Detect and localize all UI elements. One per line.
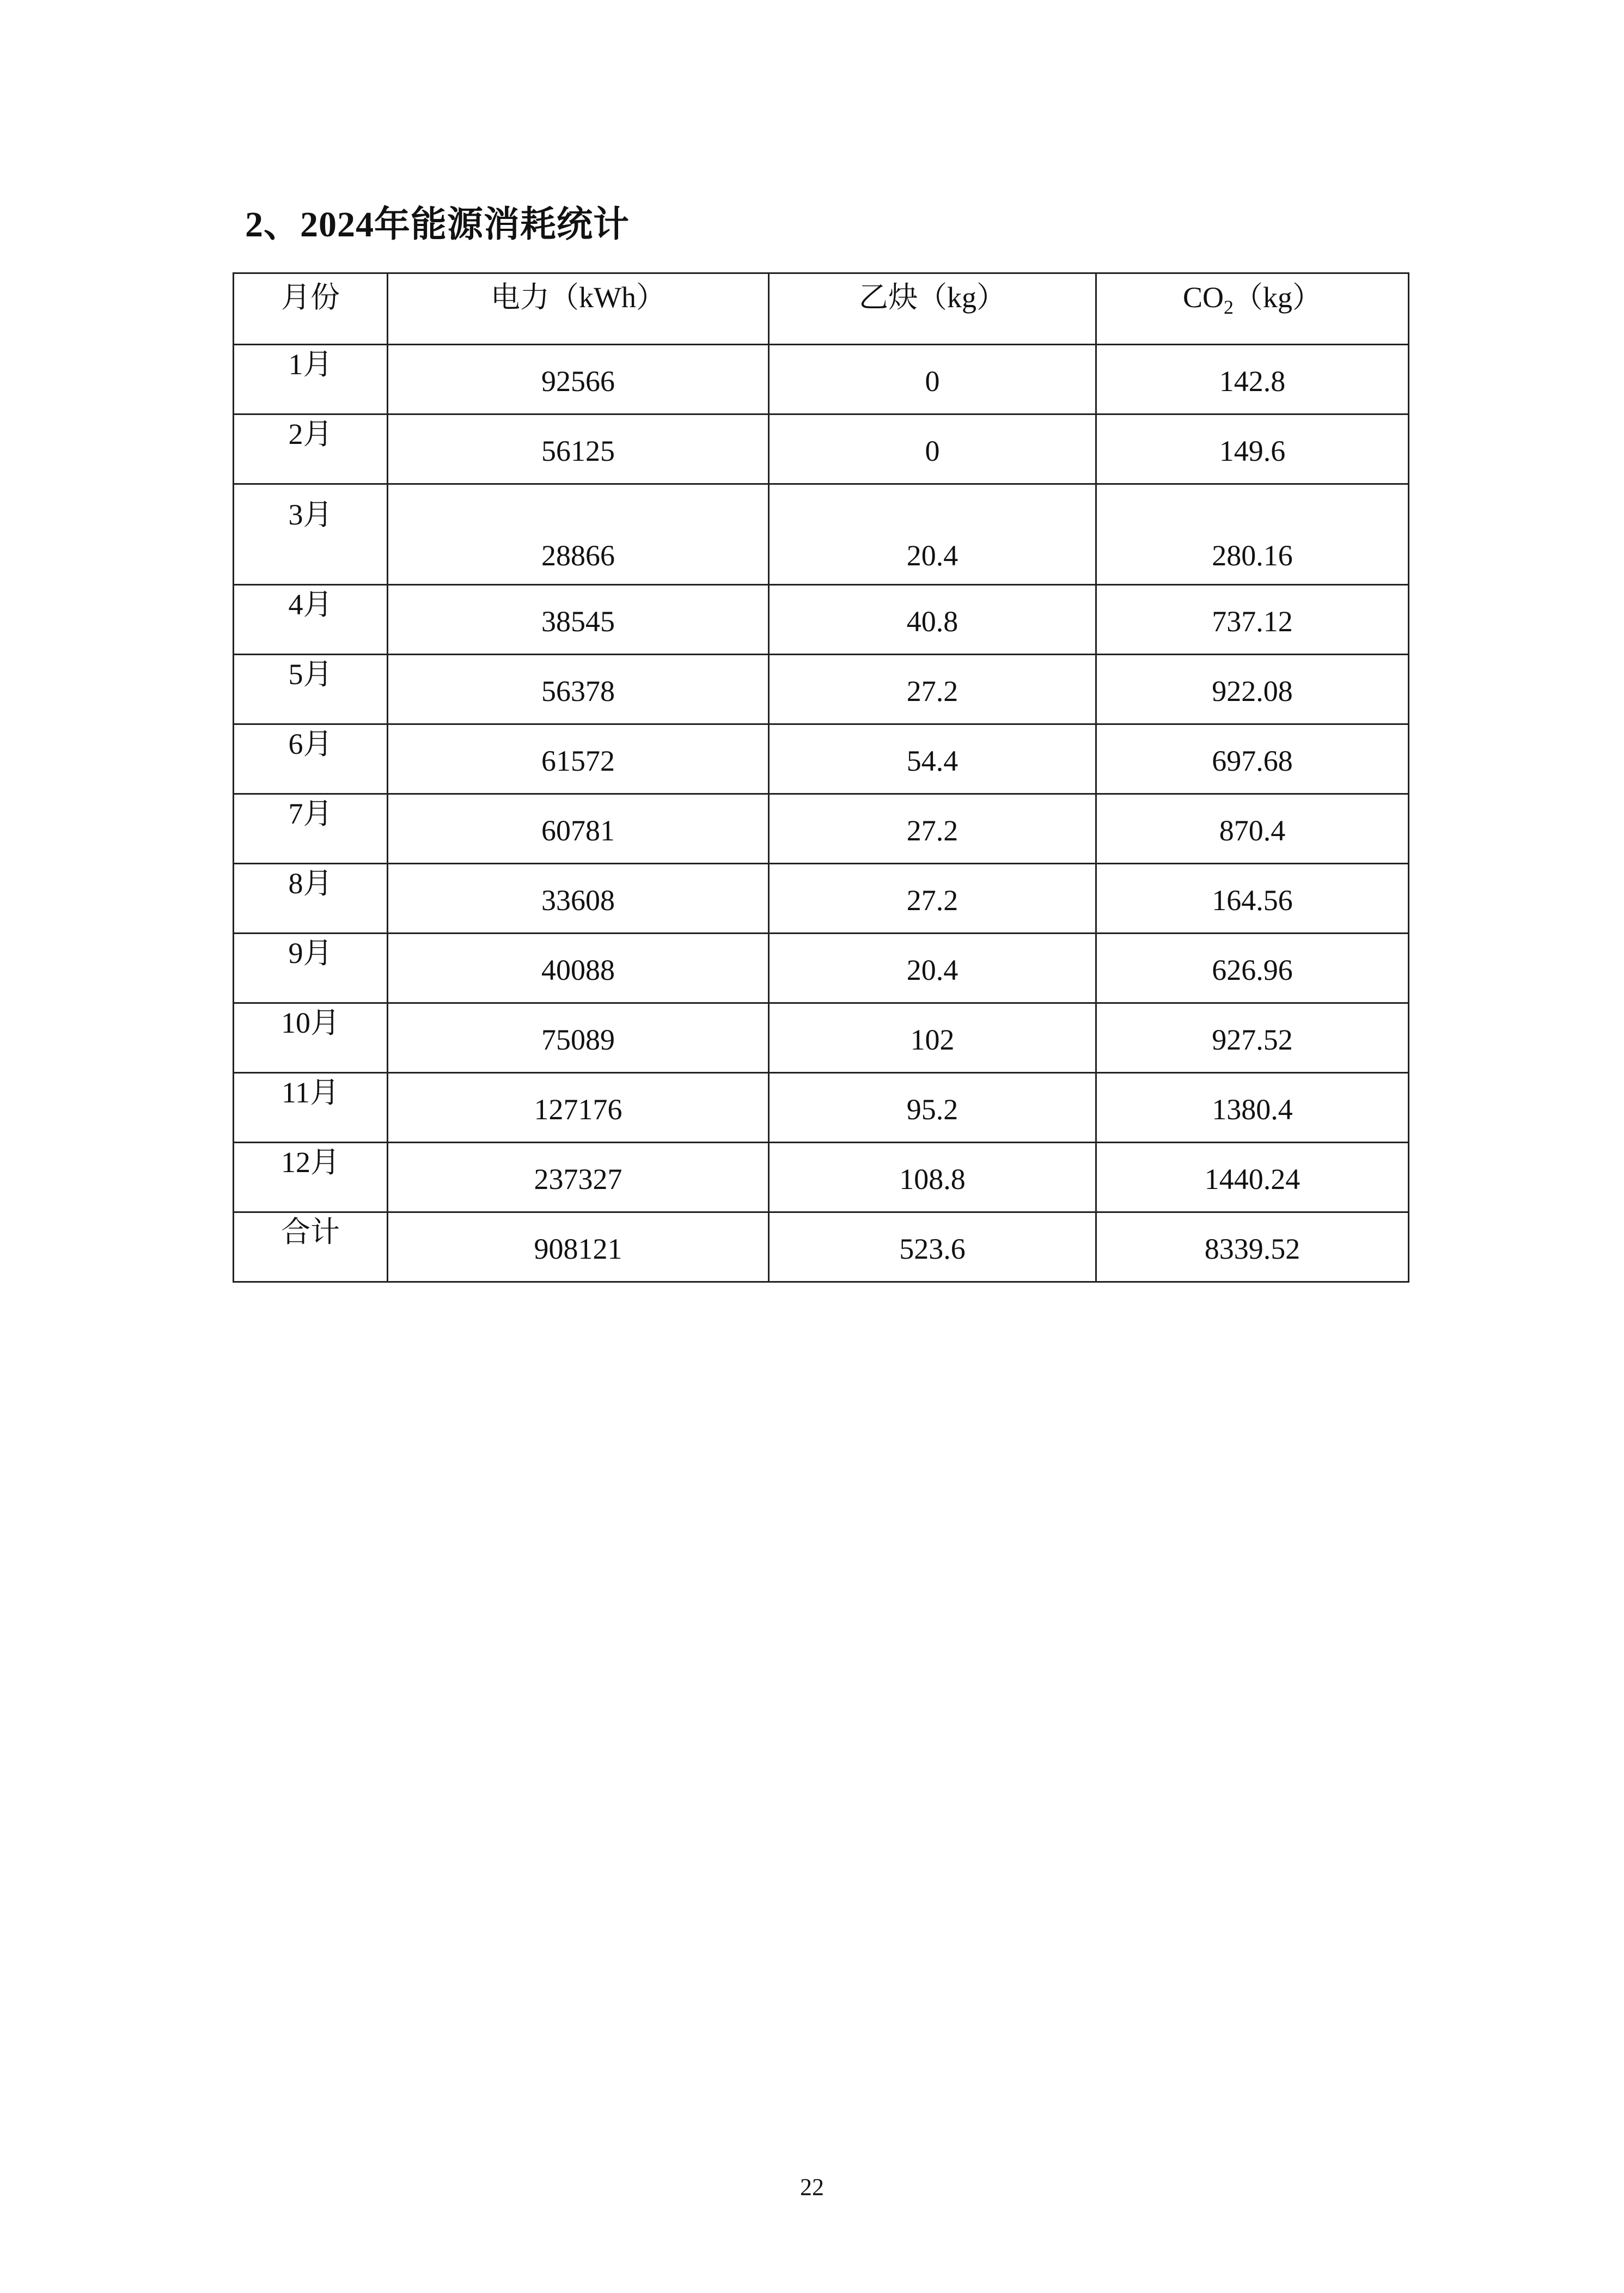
- acetylene-cell: 0: [769, 345, 1096, 414]
- acetylene-cell: 102: [769, 1003, 1096, 1073]
- acetylene-cell: 20.4: [769, 934, 1096, 1003]
- header-co2: [1096, 273, 1409, 345]
- month-cell: 8月: [234, 864, 388, 934]
- co2-cell: 280.16: [1096, 484, 1409, 585]
- month-cell: 4月: [234, 585, 388, 655]
- header-power: 电力（kWh）: [388, 273, 769, 345]
- table-row: [234, 345, 1409, 414]
- month-cell: 9月: [234, 934, 388, 1003]
- table-row: [234, 794, 1409, 864]
- section-title: 2、2024年能源消耗统计: [245, 205, 630, 245]
- power-cell: 38545: [388, 585, 769, 655]
- power-cell: 28866: [388, 484, 769, 585]
- co2-cell: 697.68: [1096, 724, 1409, 794]
- power-cell: 60781: [388, 794, 769, 864]
- table-row: [234, 864, 1409, 934]
- acetylene-cell: 40.8: [769, 585, 1096, 655]
- acetylene-cell: 27.2: [769, 655, 1096, 724]
- co2-cell: 626.96: [1096, 934, 1409, 1003]
- acetylene-cell: 95.2: [769, 1073, 1096, 1143]
- month-cell: 1月: [234, 345, 388, 414]
- total-co2-cell: 8339.52: [1096, 1212, 1409, 1282]
- power-cell: 56125: [388, 414, 769, 484]
- co2-cell: 927.52: [1096, 1003, 1409, 1073]
- header-co2-subscript: 2: [1224, 296, 1234, 318]
- acetylene-cell: 0: [769, 414, 1096, 484]
- table-row: [234, 724, 1409, 794]
- co2-cell: 142.8: [1096, 345, 1409, 414]
- co2-cell: 922.08: [1096, 655, 1409, 724]
- total-acetylene-cell: 523.6: [769, 1212, 1096, 1282]
- co2-cell: 149.6: [1096, 414, 1409, 484]
- table-row: [234, 1143, 1409, 1212]
- co2-cell: 1440.24: [1096, 1143, 1409, 1212]
- month-cell: 12月: [234, 1143, 388, 1212]
- co2-cell: 737.12: [1096, 585, 1409, 655]
- power-cell: 61572: [388, 724, 769, 794]
- power-cell: 92566: [388, 345, 769, 414]
- acetylene-cell: 20.4: [769, 484, 1096, 585]
- total-label-cell: 合计: [234, 1212, 388, 1282]
- table-row: [234, 934, 1409, 1003]
- total-row: [234, 1212, 1409, 1282]
- table-row: [234, 585, 1409, 655]
- table-row: [234, 1003, 1409, 1073]
- total-power-cell: 908121: [388, 1212, 769, 1282]
- power-cell: 237327: [388, 1143, 769, 1212]
- power-cell: 127176: [388, 1073, 769, 1143]
- month-cell: 2月: [234, 414, 388, 484]
- power-cell: 75089: [388, 1003, 769, 1073]
- acetylene-cell: 108.8: [769, 1143, 1096, 1212]
- page-number: 22: [800, 2174, 824, 2200]
- acetylene-cell: 54.4: [769, 724, 1096, 794]
- header-acetylene: 乙炔（kg）: [769, 273, 1096, 345]
- power-cell: 40088: [388, 934, 769, 1003]
- table-header-row: [234, 273, 1409, 345]
- month-cell: 3月: [234, 484, 388, 585]
- header-co2-prefix: CO: [1182, 281, 1224, 314]
- table-row: [234, 484, 1409, 585]
- energy-consumption-table: [233, 272, 1409, 1283]
- header-month: 月份: [234, 273, 388, 345]
- acetylene-cell: 27.2: [769, 794, 1096, 864]
- table-row: [234, 414, 1409, 484]
- table-row: [234, 1073, 1409, 1143]
- table-row: [234, 655, 1409, 724]
- month-cell: 7月: [234, 794, 388, 864]
- acetylene-cell: 27.2: [769, 864, 1096, 934]
- header-co2-suffix: （kg）: [1234, 281, 1322, 314]
- month-cell: 11月: [234, 1073, 388, 1143]
- power-cell: 33608: [388, 864, 769, 934]
- month-cell: 6月: [234, 724, 388, 794]
- power-cell: 56378: [388, 655, 769, 724]
- month-cell: 10月: [234, 1003, 388, 1073]
- co2-cell: 1380.4: [1096, 1073, 1409, 1143]
- co2-cell: 870.4: [1096, 794, 1409, 864]
- month-cell: 5月: [234, 655, 388, 724]
- co2-cell: 164.56: [1096, 864, 1409, 934]
